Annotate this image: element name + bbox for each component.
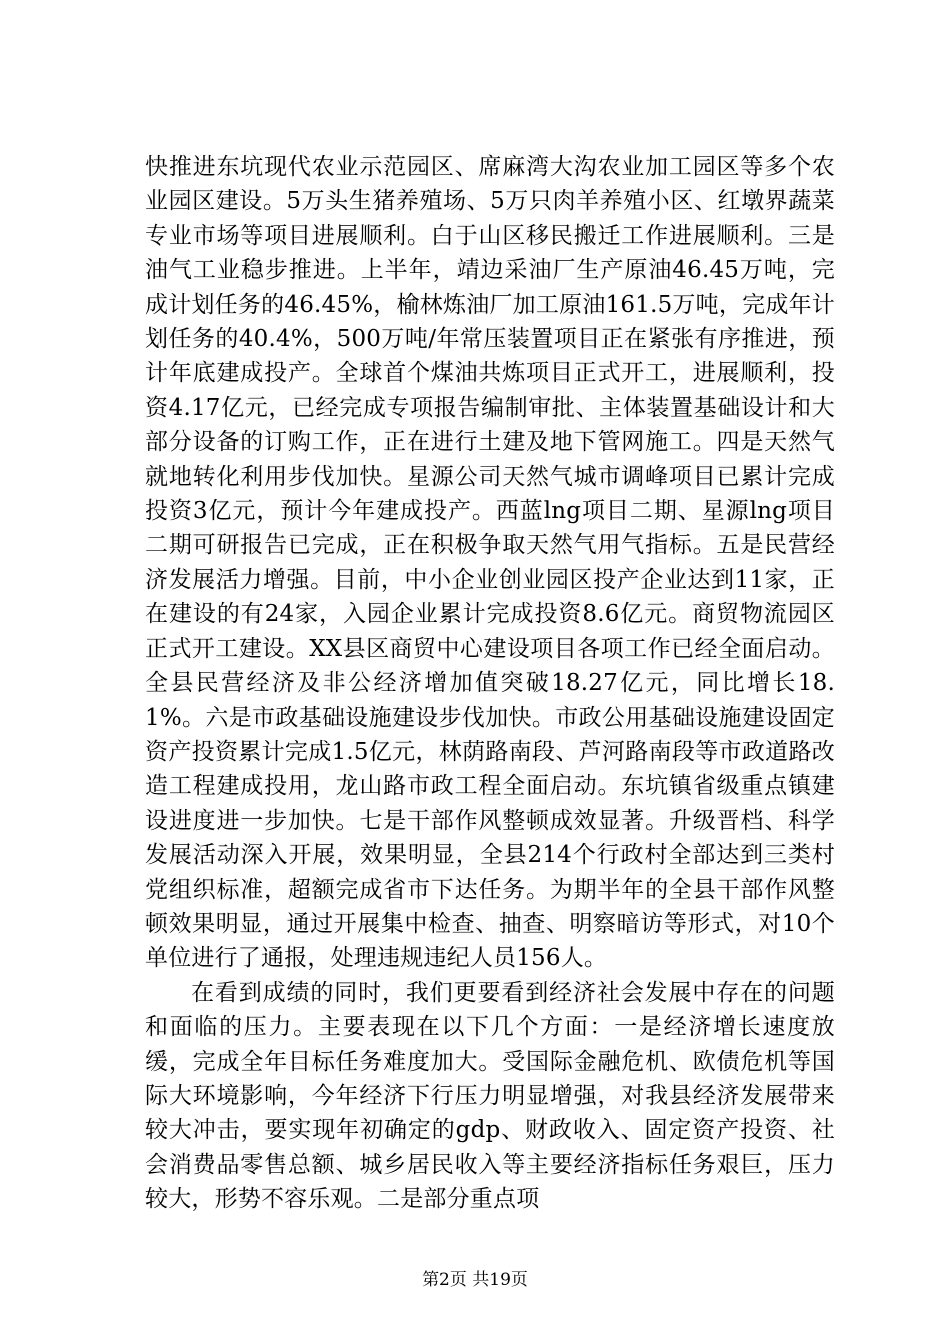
paragraph-problems: 在看到成绩的同时，我们更要看到经济社会发展中存在的问题和面临的压力。主要表现在以下几个方面：一是经济增长速度放缓，完成全年目标任务难度加大。受国际金融危机、欧债危机等国际大环境影响，今年经济下行压力明显增强，对我县经济发展带来较大冲击，要实现年初确定的gdp、财政收入、固定资产投资、社会消费品零售总额、城乡居民收入等主要经济指标任务艰巨，压力较大，形势不容乐观。二是部分重点项 [145,979,835,1213]
paragraph-continuation: 快推进东坑现代农业示范园区、席麻湾大沟农业加工园区等多个农业园区建设。5万头生猪养殖场、5万只肉羊养殖小区、红墩界蔬菜专业市场等项目进展顺利。白于山区移民搬迁工作进展顺利。三是油气工业稳步推进。上半年，靖边采油厂生产原油46.45万吨，完成计划任务的46.45%，榆林炼油厂加工原油161.5万吨，完成年计划任务的40.4%，500万吨/年常压装置项目正在紧张有序推进，预计年底建成投产。全球首个煤油共炼项目正式开工，进展顺利，投资4.17亿元，已经完成专项报告编制审批、主体装置基础设计和大部分设备的订购工作，正在进行土建及地下管网施工。四是天然气就地转化利用步伐加快。星源公司天然气城市调峰项目已累计完成投资3亿元，预计今年建成投产。西蓝lng项目二期、星源lng项目二期可研报告已完成，正在积极争取天然气用气指标。五是民营经济发展活力增强。目前，中小企业创业园区投产企业达到11家，正在建设的有24家，入园企业累计完成投资8.6亿元。商贸物流园区正式开工建设。XX县区商贸中心建设项目各项工作已经全面启动。全县民营经济及非公经济增加值突破18.27亿元，同比增长18.1%。六是市政基础设施建设步伐加快。市政公用基础设施建设固定资产投资累计完成1.5亿元，林荫路南段、芦河路南段等市政道路改造工程建成投用，龙山路市政工程全面启动。东坑镇省级重点镇建设进度进一步加快。七是干部作风整顿成效显著。升级晋档、科学发展活动深入开展，效果明显，全县214个行政村全部达到三类村党组织标准，超额完成省市下达任务。为期半年的全县干部作风整顿效果明显，通过开展集中检查、抽查、明察暗访等形式，对10个单位进行了通报，处理违规违纪人员156人。 [145,154,835,972]
document-body [145,150,835,1217]
page-footer [0,1270,950,1290]
page-number: 第2页 共19页 [422,1270,528,1290]
